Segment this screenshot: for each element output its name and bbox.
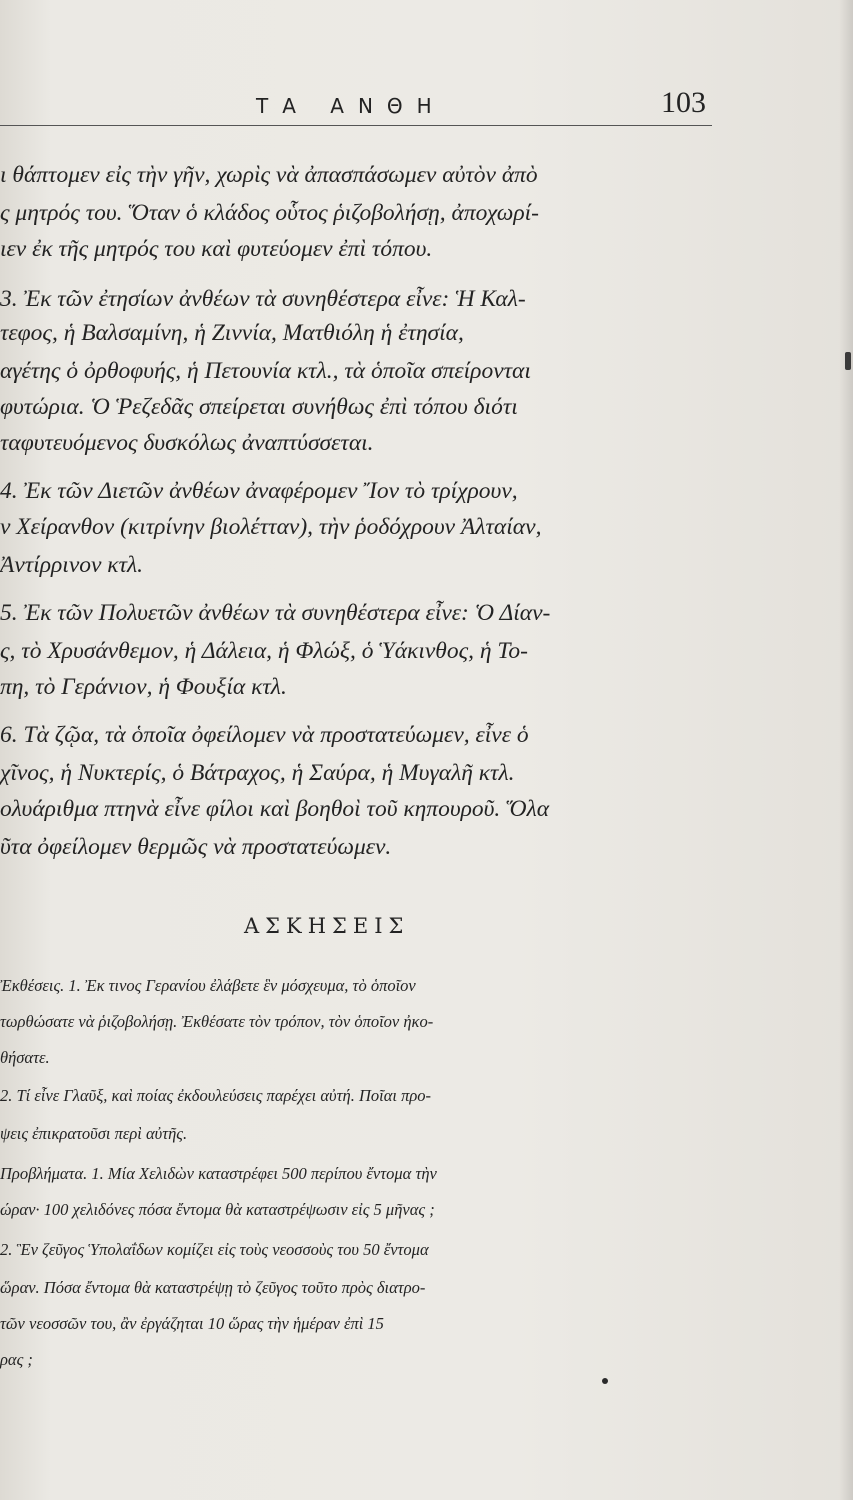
header-rule xyxy=(0,125,712,126)
running-head: ΤΑ ΑΝΘΗ xyxy=(256,94,446,118)
body-line: ῦτα ὀφείλομεν θερμῶς νὰ προστατεύωμεν. xyxy=(0,834,392,860)
body-line: 4. Ἐκ τῶν Διετῶν ἀνθέων ἀναφέρομεν Ἴον τὸ τρίχρουν, xyxy=(0,478,518,504)
body-line: ν Χείρανθον (κιτρίνην βιολέτταν), τὴν ῥοδόχρουν Ἀλταίαν, xyxy=(0,514,542,540)
page-edge-shadow xyxy=(839,0,853,1500)
exercises-heading: ΑΣΚΗΣΕΙΣ xyxy=(244,914,410,938)
exercise-line: ώραν· 100 χελιδόνες πόσα ἔντομα θὰ καταστρέψωσιν εἰς 5 μῆνας ; xyxy=(0,1200,435,1219)
body-line: αγέτης ὁ ὀρθοφυής, ἡ Πετουνία κτλ., τὰ ὁποῖα σπείρονται xyxy=(0,358,531,384)
body-line: Ἀντίρρινον κτλ. xyxy=(0,552,144,578)
exercise-line: τῶν νεοσσῶν του, ἂν ἐργάζηται 10 ὥρας τὴν ἡμέραν ἐπὶ 15 xyxy=(0,1314,384,1333)
body-line: ς, τὸ Χρυσάνθεμον, ἡ Δάλεια, ἡ Φλώξ, ὁ Ὑάκινθος, ἡ Το- xyxy=(0,638,528,664)
body-line: χῖνος, ἡ Νυκτερίς, ὁ Βάτραχος, ἡ Σαύρα, ἡ Μυγαλῆ κτλ. xyxy=(0,760,515,786)
body-line: πη, τὸ Γεράνιον, ἡ Φουξία κτλ. xyxy=(0,674,287,700)
exercise-line: 2. Ἓν ζεῦγος Ὑπολαΐδων κομίζει εἰς τοὺς νεοσσοὺς του 50 ἔντομα xyxy=(0,1240,429,1259)
body-line: 6. Τὰ ζῷα, τὰ ὁποῖα ὀφείλομεν νὰ προστατεύωμεν, εἶνε ὁ xyxy=(0,722,529,748)
body-line: ολυάριθμα πτηνὰ εἶνε φίλοι καὶ βοηθοὶ τοῦ κηπουροῦ. Ὅλα xyxy=(0,796,550,822)
body-line: 5. Ἐκ τῶν Πολυετῶν ἀνθέων τὰ συνηθέστερα εἶνε: Ὁ Δίαν- xyxy=(0,600,551,626)
exercise-line: ρας ; xyxy=(0,1350,33,1369)
ink-smudge xyxy=(602,1378,608,1384)
page-number: 103 xyxy=(661,86,706,119)
exercise-line: ψεις ἐπικρατοῦσι περὶ αὐτῆς. xyxy=(0,1124,188,1143)
exercise-line: ὥραν. Πόσα ἔντομα θὰ καταστρέψῃ τὸ ζεῦγος τοῦτο πρὸς διατρο- xyxy=(0,1278,426,1297)
body-line: φυτώρια. Ὁ Ῥεζεδᾶς σπείρεται συνήθως ἐπὶ τόπου διότι xyxy=(0,394,518,420)
body-line: τεφος, ἡ Βαλσαμίνη, ἡ Ζιννία, Ματθιόλη ἡ ἐτησία, xyxy=(0,320,464,346)
body-line: ι θάπτομεν εἰς τὴν γῆν, χωρὶς νὰ ἀπασπάσωμεν αὐτὸν ἀπὸ xyxy=(0,162,538,188)
body-line: ιεν ἐκ τῆς μητρός του καὶ φυτεύομεν ἐπὶ τόπου. xyxy=(0,236,433,262)
exercise-line: τωρθώσατε νὰ ῥιζοβολήσῃ. Ἐκθέσατε τὸν τρόπον, τὸν ὁποῖον ἠκο- xyxy=(0,1012,434,1031)
exercise-line: Ἐκθέσεις. 1. Ἐκ τινος Γερανίου ἐλάβετε ἓν μόσχευμα, τὸ ὁποῖον xyxy=(0,976,416,995)
body-line: 3. Ἐκ τῶν ἐτησίων ἀνθέων τὰ συνηθέστερα εἶνε: Ἡ Καλ- xyxy=(0,286,526,312)
exercise-line: Προβλήματα. 1. Μία Χελιδὼν καταστρέφει 500 περίπου ἔντομα τὴν xyxy=(0,1164,437,1183)
exercise-line: 2. Τί εἶνε Γλαῦξ, καὶ ποίας ἐκδουλεύσεις παρέχει αὐτή. Ποῖαι προ- xyxy=(0,1086,431,1105)
exercise-line: θήσατε. xyxy=(0,1048,50,1067)
body-line: ταφυτευόμενος δυσκόλως ἀναπτύσσεται. xyxy=(0,430,374,456)
margin-mark xyxy=(845,352,851,370)
body-line: ς μητρός του. Ὅταν ὁ κλάδος οὗτος ῥιζοβολήσῃ, ἀποχωρί- xyxy=(0,200,539,226)
